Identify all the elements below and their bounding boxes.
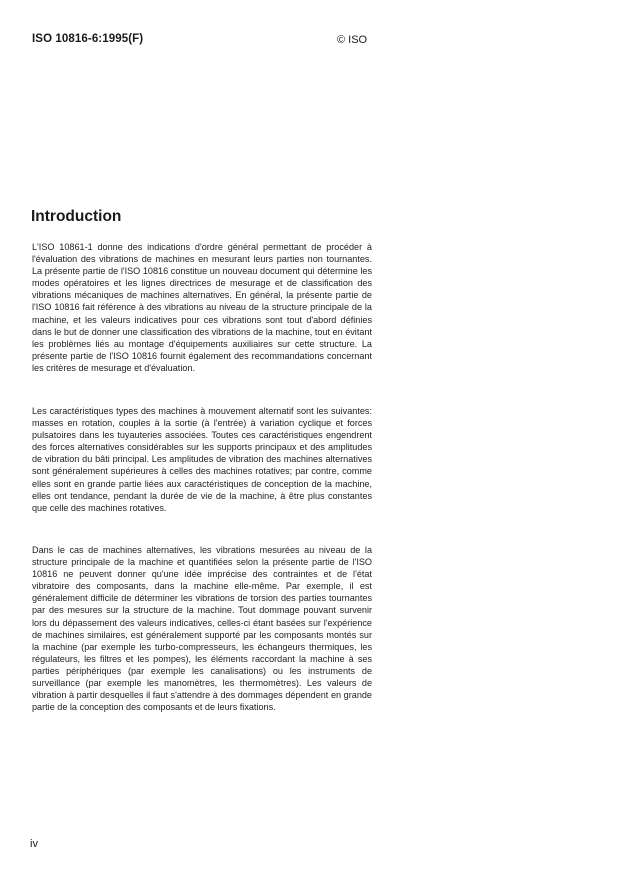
copyright-notice: © ISO <box>337 34 368 46</box>
paragraph: Dans le cas de machines alternatives, les vibrations mesurées au niveau de la structure principale de la machine et quantifiées selon la présente partie de l'ISO 10816 ne peuvent donner qu'une idée imprécise des contraintes et de l'état vibratoire des composants, dans la machine elle-même. Par exemple, il est généralement difficile de déterminer les vibrations de torsion des parties tournantes par des mesures sur la structure de la machine. Tout dommage pouvant survenir lors du dépassement des valeurs indicatives, celles-ci étant basées sur l'expérience de machines similaires, est généralement supporté par les composants montés sur la machine (par exemple les turbo-compresseurs, les échangeurs thermiques, les régulateurs, les filtres et les pompes), les éléments raccordant la machine à ses parties périphériques (par exemple les canalisations) ou les instruments de surveillance (par exemple les manomètres, les thermomètres). Les valeurs de vibration à partir desquelles il faut s'attendre à des dommages dépendent en grande partie de la conception des composants et de leurs fixations. <box>32 545 372 713</box>
paragraph: Les caractéristiques types des machines à mouvement alternatif sont les suivantes: masses en rotation, couples à la sortie (à l'entrée) à variation cyclique et forces pulsatoires dans les tuyauteries associées. Toutes ces caractéristiques engendrent des forces alternatives considérables sur les supports principaux et des amplitudes de vibration du bâti principal. Les amplitudes de vibration des machines alternatives sont généralement supérieures à celles des machines rotatives; par contre, comme elles sont en grande partie liées aux caractéristiques de conception de la machine, elles ont tendance, pendant la durée de vie de la machine, à être plus constantes que celle des machines rotatives. <box>32 406 372 513</box>
document-id: ISO 10816-6:1995(F) <box>32 33 144 45</box>
paragraph: L'ISO 10861-1 donne des indications d'ordre général permettant de procéder à l'évaluation des vibrations de machines en mesurant leurs parties non tournantes. La présente partie de l'ISO 10816 constitue un nouveau document qui détermine les modes opératoires et les lignes directrices de mesurage et de classification des vibrations mécaniques de machines alternatives. En général, la présente partie de l'ISO 10816 fait référence à des vibrations au niveau de la structure principale de la machine, et les valeurs indicatives pour ces vibrations sont tout d'abord définies dans le but de donner une classification des vibrations de la machine, tout en évitant les problèmes liés au montage d'équipements auxiliaires sur cette structure. La présente partie de l'ISO 10816 fournit également des recommandations concernant les critères de mesurage et d'évaluation. <box>32 242 372 373</box>
section-title: Introduction <box>31 208 122 225</box>
page-number: iv <box>30 838 38 850</box>
